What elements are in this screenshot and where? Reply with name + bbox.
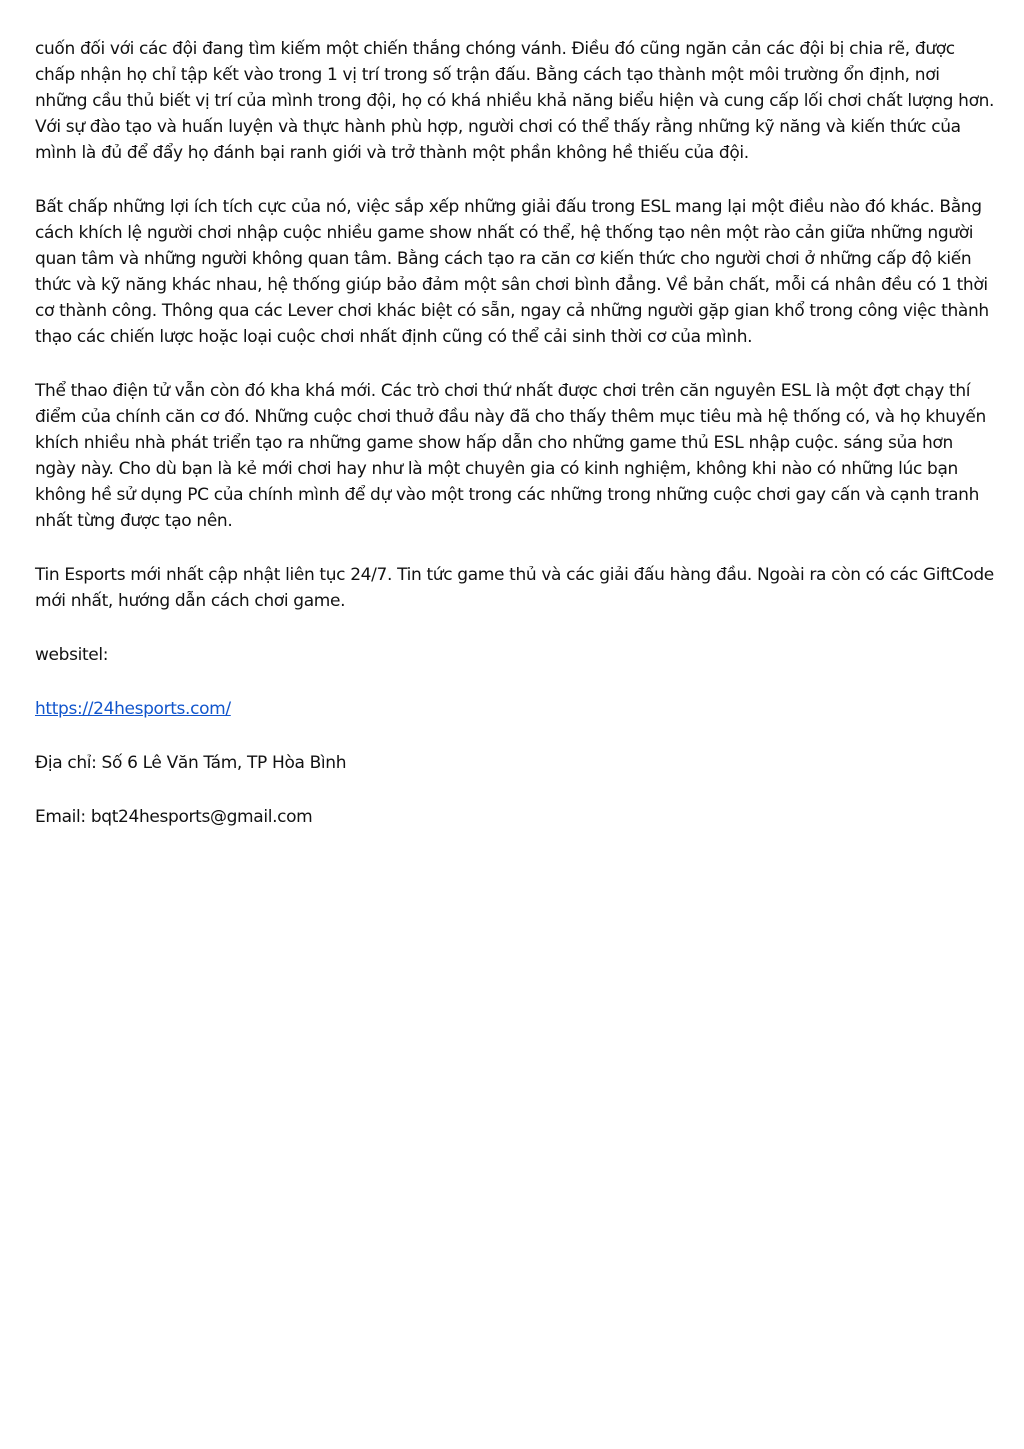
paragraph-site-description: Tin Esports mới nhất cập nhật liên tục 24/7. Tin tức game thủ và các giải đấu hàng đầu. Ngoài ra còn có các GiftCode mới nhất, hướng dẫn cách chơi game.: [35, 565, 994, 611]
paragraph-esports-history: Thể thao điện tử vẫn còn đó kha khá mới. Các trò chơi thứ nhất được chơi trên căn nguyên ESL là một đợt chạy thí điểm của chính căn cơ đó. Những cuộc chơi thuở đầu này đã cho thấy thêm mục tiêu mà hệ thống có, và họ khuyến khích nhiều nhà phát triển tạo ra những game show hấp dẫn cho những game thủ ESL nhập cuộc. sáng sủa hơn ngày này. Cho dù bạn là kẻ mới chơi hay như là một chuyên gia có kinh nghiệm, không khi nào có những lúc bạn không hề sử dụng PC của chính mình để dự vào một trong các những trong những cuộc chơi gay cấn và cạnh tranh nhất từng được tạo nên.: [35, 381, 986, 531]
email-line: Email: bqt24hesports@gmail.com: [35, 807, 313, 827]
document-page: [35, 36, 995, 858]
paragraph-esl-tournaments: Bất chấp những lợi ích tích cực của nó, việc sắp xếp những giải đấu trong ESL mang lại một điều nào đó khác. Bằng cách khích lệ người chơi nhập cuộc nhiều game show nhất có thể, hệ thống tạo nên một rào cản giữa những người quan tâm và những người không quan tâm. Bằng cách tạo ra căn cơ kiến thức cho người chơi ở những cấp độ kiến thức và kỹ năng khác nhau, hệ thống giúp bảo đảm một sân chơi bình đẳng. Về bản chất, mỗi cá nhân đều có 1 thời cơ thành công. Thông qua các Lever chơi khác biệt có sẵn, ngay cả những người gặp gian khổ trong công việc thành thạo các chiến lược hoặc loại cuộc chơi nhất định cũng có thể cải sinh thời cơ của mình.: [35, 197, 989, 347]
website-link[interactable]: https://24hesports.com/: [35, 699, 231, 719]
paragraph-team-stability: cuốn đối với các đội đang tìm kiếm một chiến thắng chóng vánh. Điều đó cũng ngăn cản các đội bị chia rẽ, được chấp nhận họ chỉ tập kết vào trong 1 vị trí trong số trận đấu. Bằng cách tạo thành một môi trường ổn định, nơi những cầu thủ biết vị trí của mình trong đội, họ có khá nhiều khả năng biểu hiện và cung cấp lối chơi chất lượng hơn. Với sự đào tạo và huấn luyện và thực hành phù hợp, người chơi có thể thấy rằng những kỹ năng và kiến thức của mình là đủ để đẩy họ đánh bại ranh giới và trở thành một phần không hề thiếu của đội.: [35, 39, 995, 163]
address-line: Địa chỉ: Số 6 Lê Văn Tám, TP Hòa Bình: [35, 753, 347, 773]
website-label: websitel:: [35, 645, 109, 665]
website-link-line: [35, 696, 995, 722]
